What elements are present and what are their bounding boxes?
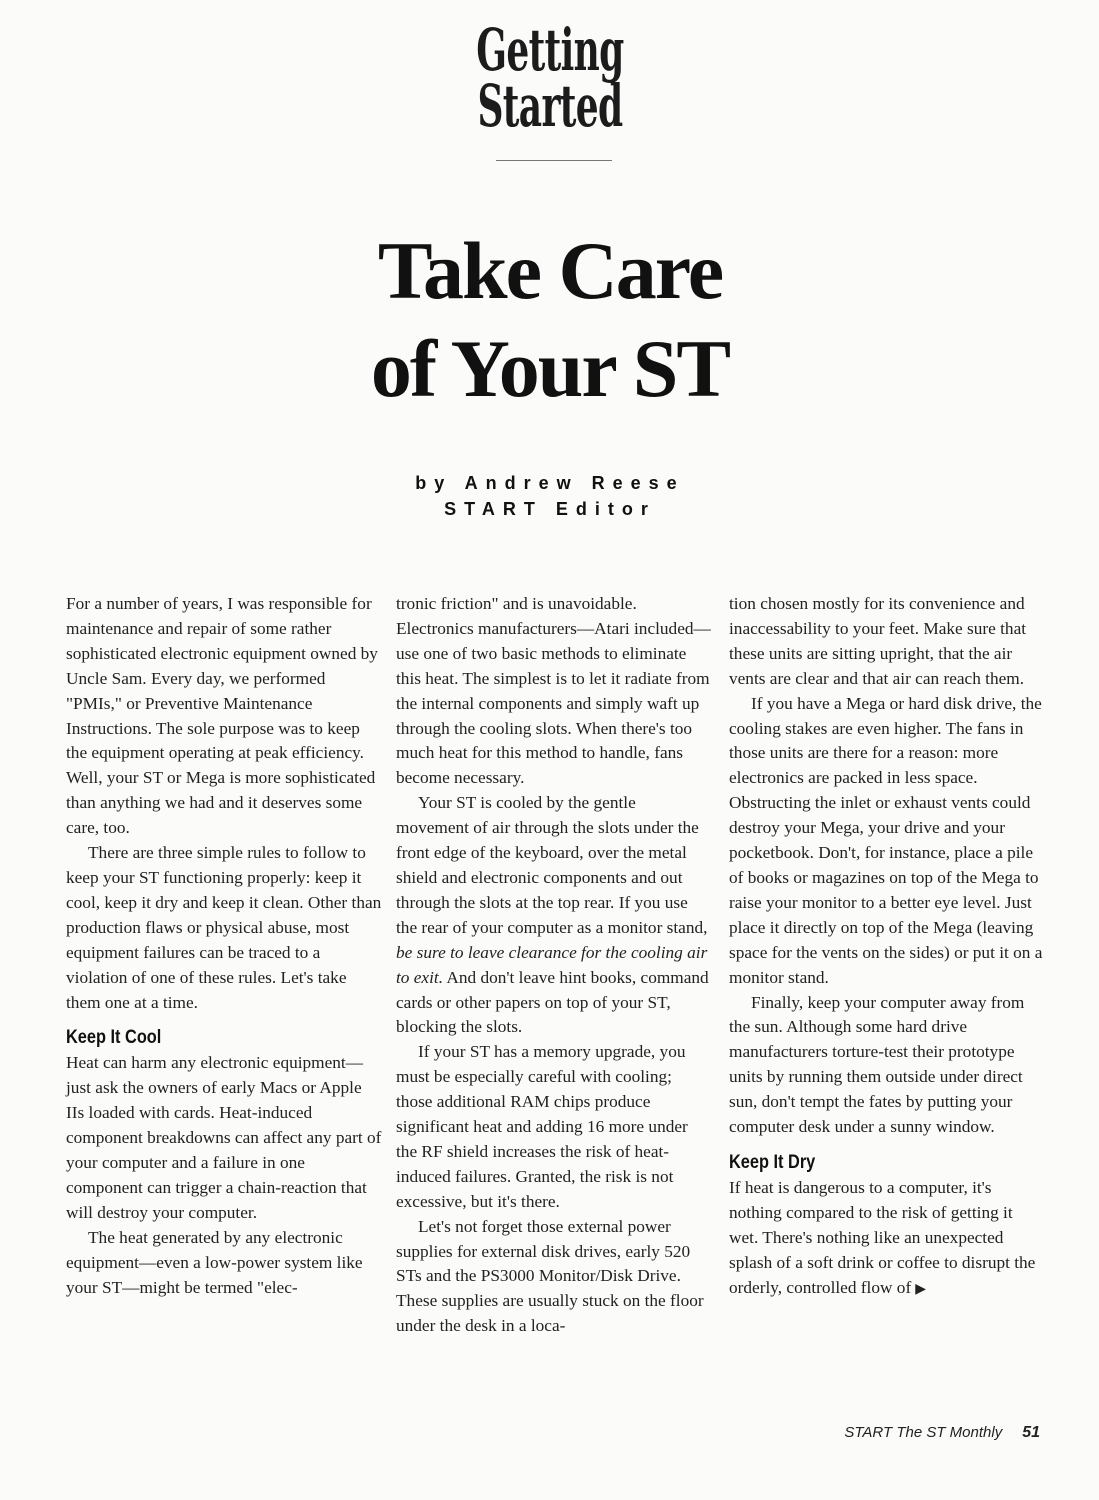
- paragraph: The heat generated by any electronic equipment—even a low-power system like your ST—might be termed "elec-: [66, 1227, 363, 1297]
- paragraph: Let's not forget those external power supplies for external disk drives, early 520 STs and the PS3000 Monitor/Disk Drive. These supplies are usually stuck on the floor under the desk in a loca-: [396, 1216, 704, 1336]
- section-divider: [496, 160, 612, 161]
- column-1: [66, 592, 382, 1300]
- column-3: [729, 592, 1045, 1302]
- paragraph: [729, 1176, 1045, 1303]
- section-logo-line1: Getting: [476, 16, 624, 84]
- paragraph: If you have a Mega or hard disk drive, the cooling stakes are even higher. The fans in those units are there for a reason: more electronics are packed in less space. Obstructing the inlet or exhaust vents could destroy your Mega, your drive and your pocketbook. Don't, for instance, place a pile of books or magazines on top of the Mega to raise your monitor to a better eye level. Just place it directly on top of the Mega (leaving space for the vents on the sides) or put it on a monitor stand.: [729, 693, 1043, 987]
- publication-name: START The ST Monthly: [844, 1424, 1003, 1441]
- subheading-keep-it-dry: Keep It Dry: [729, 1151, 816, 1173]
- paragraph: For a number of years, I was responsible for maintenance and repair of some rather sophisticated electronic equipment owned by Uncle Sam. Every day, we performed "PMIs," or Preventive Maintenance Instructions. The sole purpose was to keep the equipment operating at peak efficiency. Well, your ST or Mega is more sophisticated than anything we had and it deserves some care, too.: [66, 594, 378, 838]
- paragraph: Heat can harm any electronic equipment—just ask the owners of early Macs or Apple IIs loaded with cards. Heat-induced component breakdowns can affect any part of your computer and a failure in one component can trigger a chain-reaction that will destroy your computer.: [66, 1053, 382, 1222]
- subheading-keep-it-cool: Keep It Cool: [66, 1027, 162, 1049]
- paragraph-text: Your ST is cooled by the gentle movement of air through the slots under the front edge of the keyboard, over the metal shield and electronic components and out through the slots at the top rear. If you use the rear of your computer as a monitor stand,: [396, 793, 708, 937]
- article-title-line1: Take Care: [377, 225, 723, 316]
- paragraph: tion chosen mostly for its convenience and inaccessability to your feet. Make sure that these units are sitting upright, that the air vents are clear and that air can reach them.: [729, 594, 1027, 688]
- page-footer: [800, 1424, 1040, 1442]
- byline-author: by Andrew Reese: [415, 473, 685, 493]
- byline-role: START Editor: [444, 499, 656, 519]
- byline: [380, 470, 720, 522]
- page-number: 51: [1022, 1424, 1040, 1441]
- paragraph: If your ST has a memory upgrade, you must be especially careful with cooling; those additional RAM chips produce significant heat and adding 16 more under the RF shield increases the risk of heat-induced failures. Granted, the risk is not excessive, but it's there.: [396, 1042, 688, 1211]
- section-logo: [476, 16, 625, 140]
- article-title: [250, 222, 850, 418]
- article-title-line2: of Your ST: [370, 323, 730, 414]
- paragraph: [396, 791, 712, 1040]
- emphasis-text: be sure to leave clearance for the cooling air to exit.: [396, 942, 708, 987]
- continue-arrow-icon: ▶: [915, 1281, 926, 1297]
- section-logo-line2: Started: [477, 72, 623, 140]
- paragraph-text: If heat is dangerous to a computer, it's nothing compared to the risk of getting it wet. There's nothing like an unexpected splash of a soft drink or coffee to disrupt the orderly, controlled flow of: [729, 1177, 1036, 1297]
- paragraph: There are three simple rules to follow to keep your ST functioning properly: keep it cool, keep it dry and keep it clean. Other than production flaws or physical abuse, most equipment failures can be traced to a violation of one of these rules. Let's take them one at a time.: [66, 843, 382, 1012]
- column-2: [396, 592, 712, 1339]
- paragraph: tronic friction" and is unavoidable. Electronics manufacturers—Atari included—use one of two basic methods to eliminate this heat. The simplest is to let it radiate from the internal components and simply waft up through the cooling slots. When there's too much heat for this method to handle, fans become necessary.: [396, 594, 711, 788]
- paragraph: Finally, keep your computer away from the sun. Although some hard drive manufacturers torture-test their prototype units by running them outside under direct sun, don't tempt the fates by putting your computer desk under a sunny window.: [729, 992, 1025, 1137]
- paragraph-text: And don't leave hint books, command cards or other papers on top of your ST, blocking the slots.: [396, 967, 709, 1037]
